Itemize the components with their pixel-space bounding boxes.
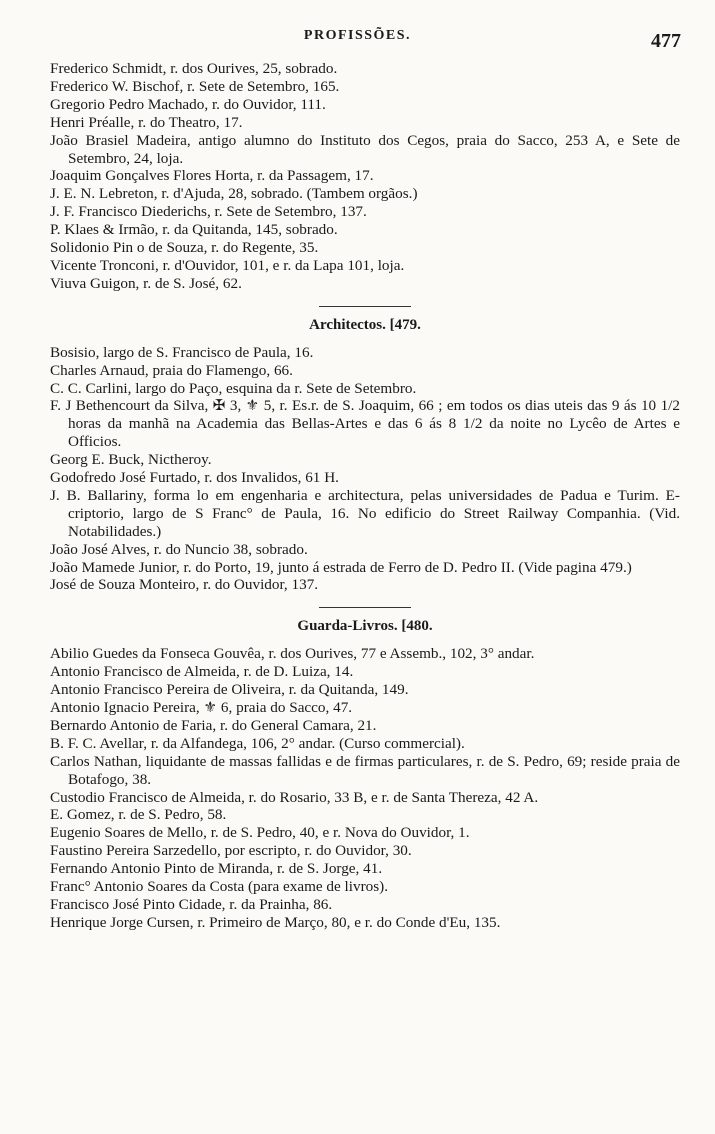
directory-entry: Viuva Guigon, r. de S. José, 62. <box>50 274 242 292</box>
directory-entry: Fernando Antonio Pinto de Miranda, r. de S. Jorge, 41. <box>50 860 383 878</box>
directory-entry: Abilio Guedes da Fonseca Gouvêa, r. dos Ourives, 77 e Assemb., 102, 3° andar. <box>50 645 535 663</box>
directory-entry: Vicente Tronconi, r. d'Ouvidor, 101, e r. da Lapa 101, loja. <box>50 256 405 274</box>
section-title: Guarda-Livros. <box>297 618 398 635</box>
directory-entry: Francisco José Pinto Cidade, r. da Prainha, 86. <box>50 895 333 913</box>
directory-entry: Frederico W. Bischof, r. Sete de Setembro, 165. <box>50 77 340 95</box>
directory-entry: C. C. Carlini, largo do Paço, esquina da r. Sete de Setembro. <box>50 379 417 397</box>
directory-entry: Carlos Nathan, liquidante de massas fallidas e de firmas particulares, r. de S. Pedro, 69; reside praia de Botafogo, 38. <box>50 752 680 788</box>
section-divider <box>319 306 411 307</box>
directory-entry: Bosisio, largo de S. Francisco de Paula, 16. <box>50 343 314 361</box>
directory-entry: Faustino Pereira Sarzedello, por escripto, r. do Ouvidor, 30. <box>50 842 412 860</box>
directory-entry: João Mamede Junior, r. do Porto, 19, junto á estrada de Ferro de D. Pedro II. (Vide pagina 479.) <box>50 558 632 576</box>
directory-entry: E. Gomez, r. de S. Pedro, 58. <box>50 806 227 824</box>
directory-entry: Henrique Jorge Cursen, r. Primeiro de Março, 80, e r. do Conde d'Eu, 135. <box>50 913 501 931</box>
directory-entry: B. F. C. Avellar, r. da Alfandega, 106, 2° andar. (Curso commercial). <box>50 734 465 752</box>
section-title: Architectos. <box>309 316 386 333</box>
directory-entry: Custodio Francisco de Almeida, r. do Rosario, 33 B, e r. de Santa Thereza, 42 A. <box>50 788 539 806</box>
directory-entry: Antonio Francisco Pereira de Oliveira, r. da Quitanda, 149. <box>50 681 409 699</box>
directory-entry: Joaquim Gonçalves Flores Horta, r. da Passagem, 17. <box>50 167 374 185</box>
directory-entry: P. Klaes & Irmão, r. da Quitanda, 145, sobrado. <box>50 221 338 239</box>
directory-entry: Charles Arnaud, praia do Flamengo, 66. <box>50 361 293 379</box>
directory-entry: José de Souza Monteiro, r. do Ouvidor, 137. <box>50 576 319 594</box>
directory-entry: Bernardo Antonio de Faria, r. do General Camara, 21. <box>50 716 377 734</box>
directory-content <box>50 60 680 932</box>
directory-entry: F. J Bethencourt da Silva, ✠ 3, ⚜ 5, r. Es.r. de S. Joaquim, 66 ; em todos os dias uteis das 9 ás 10 1/2 horas da manhã na Academia das Bellas-Artes e das 6 ás 8 1/2 da noite no Lycêo de Artes e Officios. <box>50 397 680 451</box>
directory-entry: João José Alves, r. do Nuncio 38, sobrado. <box>50 540 308 558</box>
directory-entry: Antonio Francisco de Almeida, r. de D. Luiza, 14. <box>50 663 354 681</box>
directory-entry: Eugenio Soares de Mello, r. de S. Pedro, 40, e r. Nova do Ouvidor, 1. <box>50 824 470 842</box>
directory-entry: Godofredo José Furtado, r. dos Invalidos, 61 H. <box>50 469 339 487</box>
section-reference: [480. <box>401 618 433 635</box>
directory-entry: Antonio Ignacio Pereira, ⚜ 6, praia do Sacco, 47. <box>50 699 353 716</box>
section-heading <box>50 618 680 636</box>
running-head <box>0 28 715 52</box>
directory-entry: J. E. N. Lebreton, r. d'Ajuda, 28, sobrado. (Tambem orgãos.) <box>50 185 418 203</box>
directory-entry: Franc° Antonio Soares da Costa (para exame de livros). <box>50 878 388 896</box>
section-reference: [479. <box>389 316 421 333</box>
directory-entry: J. B. Ballariny, forma lo em engenharia e architectura, pelas universidades de Padua e Turim. E-criptorio, largo de S Franc° de Paula, 16. No edificio do Street Railway Companhia. (Vid. Notabilidades.) <box>50 486 680 540</box>
directory-entry: Frederico Schmidt, r. dos Ourives, 25, sobrado. <box>50 60 338 77</box>
directory-entry: Solidonio Pin o de Souza, r. do Regente, 35. <box>50 239 319 257</box>
page-number: 477 <box>651 30 681 52</box>
directory-entry: Henri Préalle, r. do Theatro, 17. <box>50 113 243 131</box>
section-divider <box>319 607 411 608</box>
section-heading <box>50 317 680 335</box>
directory-entry: João Brasiel Madeira, antigo alumno do Instituto dos Cegos, praia do Sacco, 253 A, e Sete de Setembro, 24, loja. <box>50 131 680 167</box>
directory-entry: Georg E. Buck, Nictheroy. <box>50 451 212 469</box>
running-title: PROFISSÕES. <box>303 28 412 43</box>
directory-entry: Gregorio Pedro Machado, r. do Ouvidor, 111. <box>50 95 326 113</box>
directory-entry: J. F. Francisco Diederichs, r. Sete de Setembro, 137. <box>50 203 367 221</box>
